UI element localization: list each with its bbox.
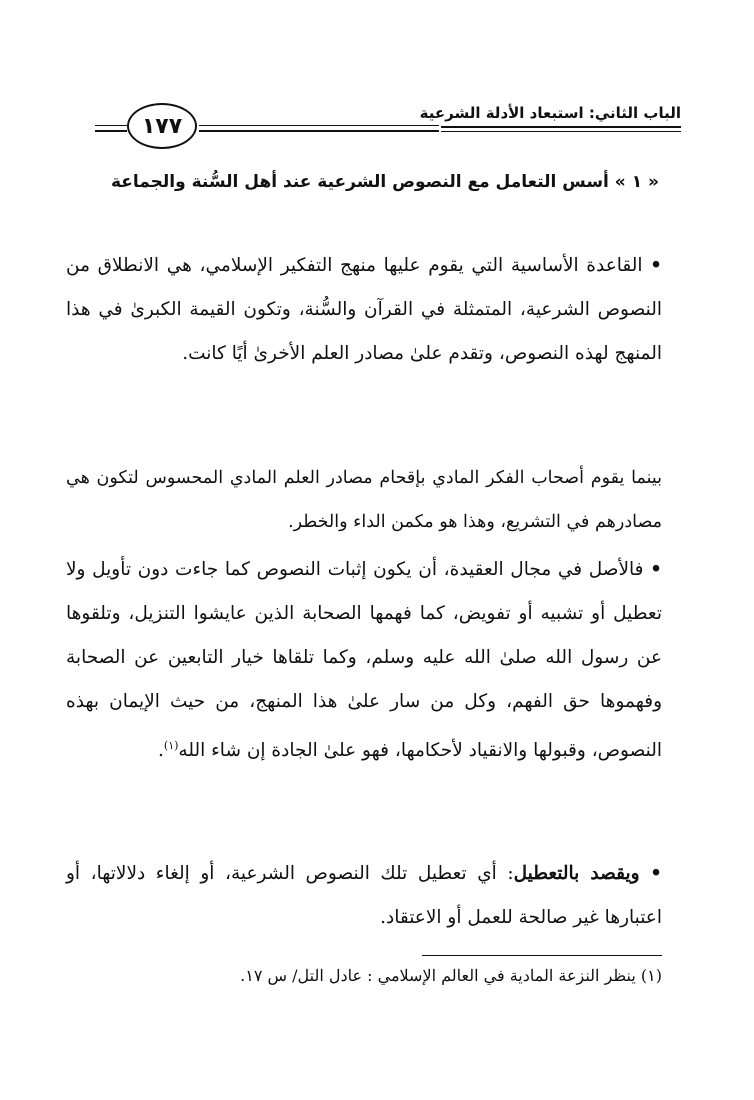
header-rule — [441, 126, 681, 128]
bullet: • — [650, 559, 662, 580]
header-rule — [95, 130, 127, 132]
paragraph — [66, 456, 662, 544]
paragraph — [66, 548, 662, 773]
page-number: ١٧٧ — [127, 103, 197, 149]
paragraph-text: : أي تعطيل تلك النصوص الشرعية، أو إلغاء دلالاتها، أو اعتبارها غير صالحة للعمل أو الاعتقاد. — [66, 863, 662, 928]
header-rule — [199, 125, 439, 126]
defined-term: ويقصد بالتعطيل — [513, 863, 640, 884]
header-rule — [95, 125, 127, 126]
footnote-ref[interactable]: (١) — [163, 739, 179, 752]
paragraph-text: بينما يقوم أصحاب الفكر المادي بإقحام مصادر العلم المادي المحسوس لتكون هي مصادرهم في التشريع، وهذا هو مكمن الداء والخطر. — [66, 468, 662, 532]
footnote-divider — [422, 955, 662, 956]
footnote: (١) ينظر النزعة المادية في العالم الإسلامي : عادل التل/ س ١٧. — [240, 966, 662, 985]
paragraph — [66, 244, 662, 376]
header-rule — [441, 131, 681, 132]
paragraph-text: فالأصل في مجال العقيدة، أن يكون إثبات النصوص كما جاءت دون تأويل ولا تعطيل أو تشبيه أو تفويض، كما فهمها الصحابة الذين عايشوا التنزيل، وتلقوها عن رسول الله صلىٰ الله عليه وسلم، وكما تلقاها خيار التابعين عن الصحابة وفهموها حق الفهم، وكل من سار علىٰ هذا المنهج، من حيث الإيمان بهذه النصوص، وقبولها والانقياد لأحكامها، فهو علىٰ الجادة إن شاء الله — [66, 559, 662, 762]
paragraph-end: . — [158, 740, 164, 762]
section-heading: « ١ » أسس التعامل مع النصوص الشرعية عند أهل السُّنة والجماعة — [110, 172, 659, 192]
bullet: • — [650, 863, 662, 884]
header-rule — [199, 130, 439, 132]
chapter-title: الباب الثاني: استبعاد الأدلة الشرعية — [419, 104, 681, 122]
paragraph — [66, 852, 662, 940]
page-header — [95, 98, 681, 158]
paragraph-text: القاعدة الأساسية التي يقوم عليها منهج التفكير الإسلامي، هي الانطلاق من النصوص الشرعية، المتمثلة في القرآن والسُّنة، وتكون القيمة الكبرىٰ في هذا المنهج لهذه النصوص، وتقدم علىٰ مصادر العلم الأخرىٰ أيًا كانت. — [66, 255, 662, 364]
bullet: • — [650, 255, 662, 276]
